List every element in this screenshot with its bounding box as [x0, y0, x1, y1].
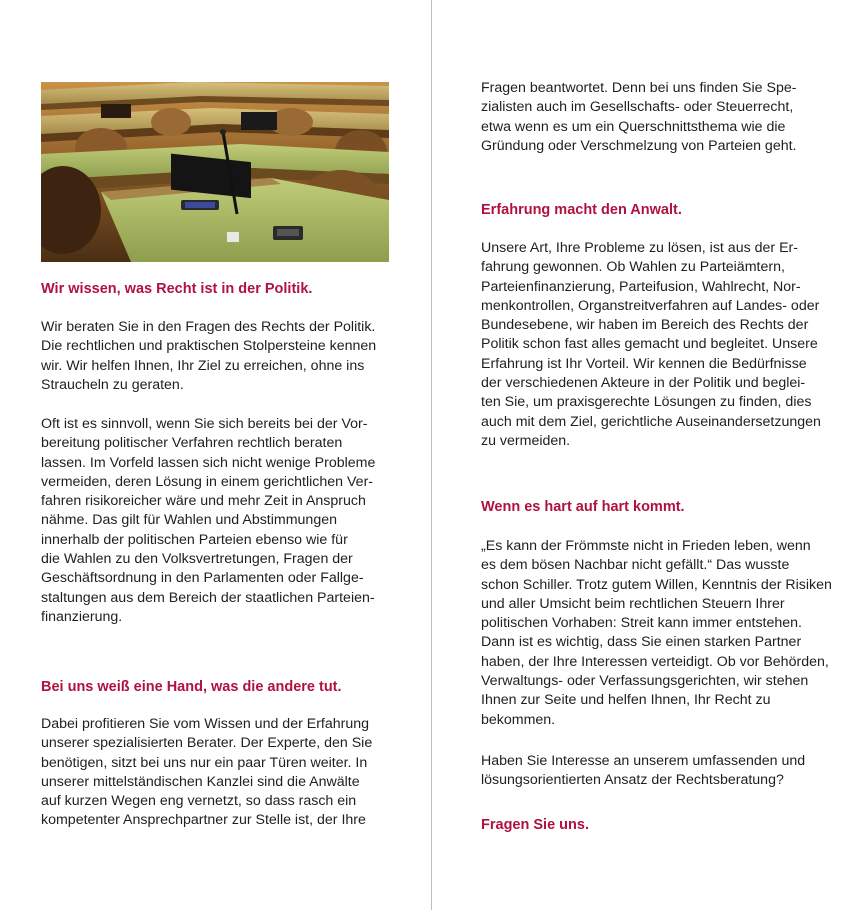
heading-eine-hand: Bei uns weiß eine Hand, was die andere tut.	[41, 679, 342, 695]
text-line: bekommen.	[481, 711, 556, 728]
text-line: es dem bösen Nachbar nicht gefällt.“ Das wusste	[481, 557, 790, 574]
text-line: Wir beraten Sie in den Fragen des Rechts der Politik.	[41, 319, 376, 335]
text-line: Parteienfinanzierung, Parteifusion, Wahlrecht, Nor-	[481, 278, 801, 295]
text-line: auf kurzen Wegen eng vernetzt, so dass rasch ein	[41, 793, 357, 810]
paragraph-schiller	[481, 537, 832, 730]
text-line: fahren risikoreicher wäre und mehr Zeit in Anspruch	[41, 493, 366, 510]
paragraph-fragen-beantwortet	[481, 79, 796, 156]
text-line: schon Schiller. Trotz gutem Willen, Kenntnis der Risiken	[481, 576, 832, 593]
text-line: zialisten auch im Gesellschafts- oder Steuerrecht,	[481, 99, 794, 116]
closing-call-to-action: Fragen Sie uns.	[481, 817, 589, 833]
text-line: auch mit dem Ziel, gerichtliche Auseinandersetzungen	[481, 413, 821, 430]
text-line: Politik schon fast alles gemacht und begleitet. Unsere	[481, 336, 818, 353]
text-line: bereitung politischer Verfahren rechtlich beraten	[41, 435, 343, 452]
paragraph-interesse	[481, 752, 805, 791]
text-line: Straucheln zu geraten.	[41, 376, 184, 393]
text-line: Bundesebene, wir haben im Bereich des Rechts der	[481, 317, 809, 334]
text-line: benötigen, sitzt bei uns nur ein paar Türen weiter. In	[41, 754, 368, 771]
text-line: zu vermeiden.	[481, 432, 571, 449]
text-line: Unsere Art, Ihre Probleme zu lösen, ist aus der Er-	[481, 240, 798, 256]
text-line: Ihnen zur Seite und helfen Ihnen, Ihr Recht zu	[481, 692, 771, 709]
text-line: Geschäftsordnung in den Parlamenten oder Fallge-	[41, 570, 364, 587]
text-line: lösungsorientierten Ansatz der Rechtsberatung?	[481, 772, 784, 789]
text-line: Gründung oder Verschmelzung von Parteien geht.	[481, 137, 797, 154]
text-line: Erfahrung ist Ihr Vorteil. Wir kennen die Bedürfnisse	[481, 355, 807, 372]
text-line: Haben Sie Interesse an unserem umfassenden und	[481, 753, 806, 769]
text-line: ten Sie, um praxisgerechte Lösungen zu finden, dies	[481, 394, 812, 411]
text-line: Dabei profitieren Sie vom Wissen und der Erfahrung	[41, 716, 370, 732]
column-divider	[431, 0, 432, 910]
text-line: finanzierung.	[41, 608, 123, 625]
text-line: fahrung gewonnen. Ob Wahlen zu Parteiämtern,	[481, 259, 785, 276]
heading-recht-politik: Wir wissen, was Recht ist in der Politik.	[41, 281, 313, 297]
text-line: innerhalb der politischen Parteien ebenso wie für	[41, 531, 348, 548]
text-line: die Wahlen zu den Volksvertretungen, Fragen der	[41, 551, 353, 568]
text-line: der verschiedenen Akteure in der Politik und beglei-	[481, 375, 806, 392]
text-line: wir. Wir helfen Ihnen, Ihr Ziel zu erreichen, ohne ins	[41, 357, 365, 374]
text-line: unserer mittelständischen Kanzlei sind die Anwälte	[41, 773, 360, 790]
text-line: menkontrollen, Organstreitverfahren auf Landes- oder	[481, 297, 820, 314]
text-line: Fragen beantwortet. Denn bei uns finden Sie Spe-	[481, 80, 797, 96]
text-line: Die rechtlichen und praktischen Stolpersteine kennen	[41, 338, 377, 355]
text-line: nähme. Das gilt für Wahlen und Abstimmungen	[41, 512, 337, 529]
heading-erfahrung: Erfahrung macht den Anwalt.	[481, 202, 682, 218]
text-line: haben, der Ihre Interessen verteidigt. Ob vor Behörden,	[481, 653, 829, 670]
paragraph-intro	[41, 318, 376, 395]
text-line: Dann ist es wichtig, dass Sie einen starken Partner	[481, 634, 802, 651]
paragraph-vorbereitung	[41, 415, 375, 627]
text-line: unserer spezialisierten Berater. Der Experte, den Sie	[41, 735, 373, 752]
text-line: politischen Vorhaben: Streit kann immer entstehen.	[481, 615, 802, 632]
text-line: staltungen aus dem Bereich der staatlichen Parteien-	[41, 589, 375, 606]
text-line: und aller Umsicht beim rechtlichen Steuern Ihrer	[481, 595, 785, 612]
text-line: lassen. Im Vorfeld lassen sich nicht wenige Probleme	[41, 454, 376, 471]
paragraph-berater	[41, 715, 372, 831]
text-line: Oft ist es sinnvoll, wenn Sie sich bereits bei der Vor-	[41, 416, 368, 432]
text-line: vermeiden, deren Lösung in einem gerichtlichen Ver-	[41, 473, 374, 490]
text-line: Verwaltungs- oder Verfassungsgerichten, wir stehen	[481, 673, 809, 690]
text-line: kompetenter Ansprechpartner zur Stelle ist, der Ihre	[41, 812, 366, 829]
heading-hart-auf-hart: Wenn es hart auf hart kommt.	[481, 499, 685, 515]
parliament-photo	[41, 82, 389, 262]
paragraph-erfahrung	[481, 239, 821, 451]
text-line: etwa wenn es um ein Querschnittsthema wie die	[481, 118, 786, 135]
text-line: „Es kann der Frömmste nicht in Frieden leben, wenn	[481, 538, 811, 554]
